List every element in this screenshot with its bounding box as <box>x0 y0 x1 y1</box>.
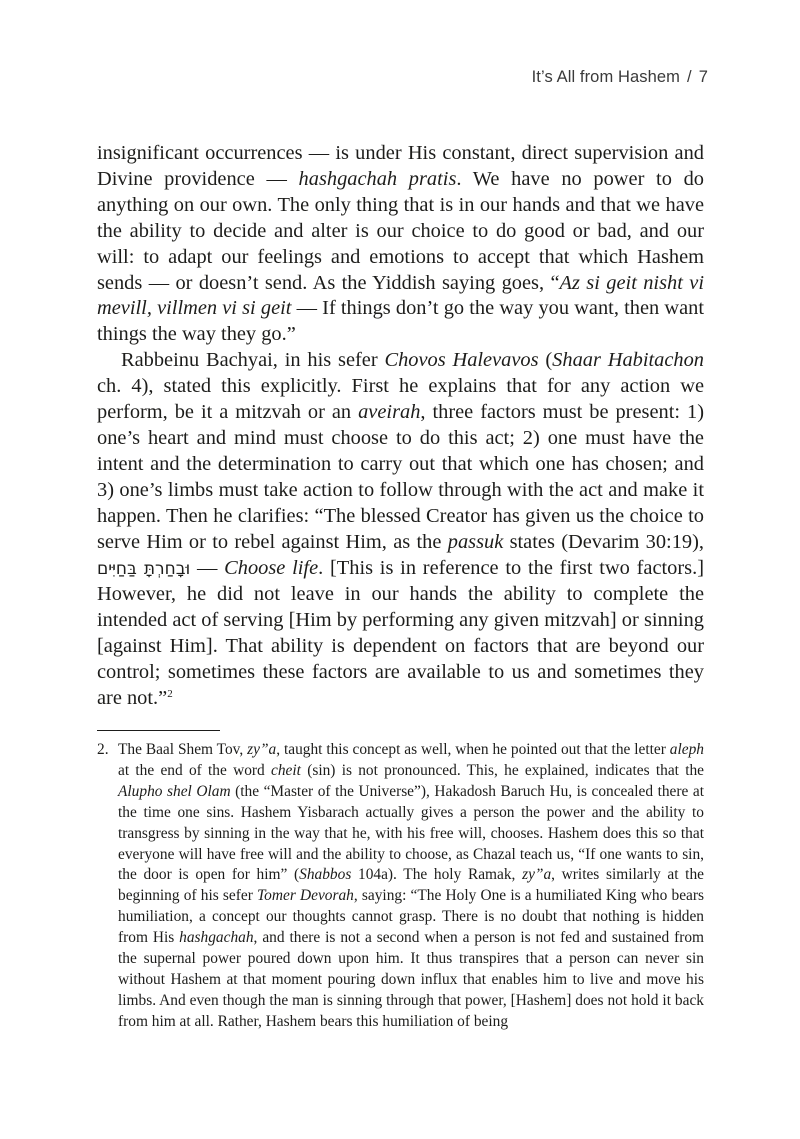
text-run: , saying: “The Holy One is a humiliated King who bears humiliation, a concept our thoughts cannot grasp. There is no doubt that nothing is hidden from His <box>118 887 704 947</box>
main-text <box>97 141 704 712</box>
italic-term: zy”a <box>247 741 277 758</box>
text-run: . [This is in reference to the first two factors.] However, he did not leave in our hands the ability to complete the intended act of serving [Him by performing any given mitzvah] or sinning [against Him]. That ability is dependent on factors that are beyond our control; sometimes these factors are available to us and sometimes they are not.” <box>97 556 704 710</box>
italic-term: Tomer Devorah <box>257 887 354 905</box>
italic-quote: Az si geit nisht vi mevill, villmen vi si geit <box>97 271 704 320</box>
text-run: insignificant occurrences — is under His constant, direct supervision and Divine providence — <box>97 142 704 190</box>
text-run: at the end of the word <box>118 761 272 779</box>
text-run: ch. 4), stated this explicitly. First he explains that for any action we perform, be it a mitzvah or an <box>97 375 704 424</box>
page-number: 7 <box>698 68 708 86</box>
italic-term: zy”a <box>522 866 552 884</box>
running-head-title: It’s All from Hashem <box>531 68 681 86</box>
text-run: — <box>190 556 225 579</box>
text-run: , writes similarly at the beginning of his sefer <box>118 866 704 905</box>
italic-term: hashgachah <box>179 929 254 947</box>
footnote-number: 2. <box>97 741 109 758</box>
text-run: — If things don’t go the way you want, then want things the way they go.” <box>97 297 704 346</box>
text-run: The Baal Shem Tov, <box>118 741 248 758</box>
footnote-text <box>97 740 704 1033</box>
italic-term: Shabbos <box>299 866 352 884</box>
italic-term: Choose life <box>224 556 319 579</box>
text-run: , taught this concept as well, when he pointed out that the letter <box>276 741 670 758</box>
footnote-divider <box>97 730 220 731</box>
running-head <box>532 68 708 87</box>
text-run: (the “Master of the Universe”), Hakadosh Baruch Hu, is concealed there at the time one sins. Hashem Yisbarach actually gives a person the power and the ability to transgress by sinning in the way that he, with his free will, chooses. Hashem does this so that everyone will have free will and the ability to choose, as Chazal teach us, “If one wants to sin, the door is open for him” ( <box>118 782 704 884</box>
text-run: , three factors must be present: 1) one’s heart and mind must choose to do this act; 2) one must have the intent and the determination to carry out that which one has chosen; and 3) one’s limbs must take action to follow through with the act and make it happen. Then he clarifies: “The blessed Creator has given us the choice to serve Him or to rebel against Him, as the <box>97 401 704 553</box>
text-run: Rabbeinu Bachyai, in his sefer <box>121 349 385 372</box>
text-run: 104a). The holy Ramak, <box>351 866 523 884</box>
footnote-reference[interactable]: 2 <box>167 688 173 701</box>
italic-term: passuk <box>447 530 504 553</box>
body-paragraph-1 <box>97 141 704 348</box>
body-paragraph-2 <box>97 348 704 712</box>
text-run: (sin) is not pronounced. This, he explained, indicates that the <box>300 761 704 779</box>
text-run: . We have no power to do anything on our own. The only thing that is in our hands and that we have the ability to decide and alter is our choice to do good or bad, and our will: to adapt our feelings and emotions to accept that which Hashem sends — or doesn’t send. As the Yiddish saying goes, “ <box>97 167 704 294</box>
hebrew-text: וּבָחַרְתָּ בַּחַיִּים <box>97 558 191 579</box>
running-head-separator: / <box>687 68 692 86</box>
italic-term: aleph <box>669 741 704 758</box>
italic-term: Shaar Habitachon <box>552 349 704 372</box>
footnote <box>97 740 704 1033</box>
italic-term: hashgachah pratis <box>298 167 457 190</box>
text-run: ( <box>538 349 553 372</box>
italic-term: cheit <box>271 761 301 779</box>
text-run: , and there is not a second when a person is not fed and sustained from the supernal power poured down upon him. It thus transpires that a person can never sin without Hashem at that moment pouring down influx that enables him to live and move his limbs. And even though the man is sinning through that power, [Hashem] does not hold it back from him at all. Rather, Hashem bears this humiliation of being <box>118 929 704 1030</box>
text-run: states (Devarim 30:19), <box>503 530 704 553</box>
italic-term: Alupho shel Olam <box>118 782 231 800</box>
italic-term: aveirah <box>358 401 421 424</box>
italic-term: Chovos Halevavos <box>384 349 539 372</box>
